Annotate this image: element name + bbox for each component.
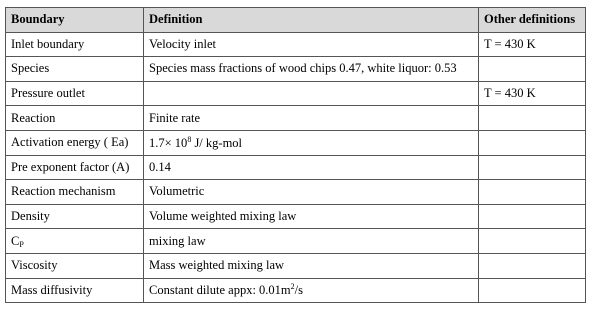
activation-energy-unit: J/ kg-mol — [191, 135, 243, 150]
table-row — [6, 204, 586, 229]
table-row — [6, 130, 586, 155]
boundary-cell: Pressure outlet — [6, 81, 144, 106]
definition-cell: mixing law — [144, 229, 479, 254]
boundary-cell: Species — [6, 57, 144, 82]
table-row — [6, 229, 586, 254]
table-row — [6, 253, 586, 278]
boundary-cell: Activation energy ( Ea) — [6, 130, 144, 155]
boundary-conditions-table — [5, 7, 586, 303]
other-cell — [479, 57, 586, 82]
boundary-cell: Viscosity — [6, 253, 144, 278]
other-cell — [479, 253, 586, 278]
other-cell — [479, 229, 586, 254]
table-row — [6, 278, 586, 303]
other-cell — [479, 278, 586, 303]
other-cell — [479, 180, 586, 205]
table-row — [6, 32, 586, 57]
table-row — [6, 180, 586, 205]
boundary-cell: Reaction mechanism — [6, 180, 144, 205]
diffusivity-value: Constant dilute appx: 0.01m — [149, 283, 291, 298]
other-cell: T = 430 K — [479, 81, 586, 106]
other-cell — [479, 155, 586, 180]
other-cell: T = 430 K — [479, 32, 586, 57]
subscript: P — [19, 239, 24, 249]
table-row — [6, 106, 586, 131]
definition-cell: Finite rate — [144, 106, 479, 131]
other-cell — [479, 106, 586, 131]
definition-cell: Species mass fractions of wood chips 0.47, white liquor: 0.53 — [144, 57, 479, 82]
definition-cell: Mass weighted mixing law — [144, 253, 479, 278]
boundary-cell: Inlet boundary — [6, 32, 144, 57]
activation-energy-value: 1.7× 10 — [149, 135, 188, 150]
definition-cell: Velocity inlet — [144, 32, 479, 57]
exponent: 8 — [187, 134, 192, 144]
other-cell — [479, 204, 586, 229]
definition-cell — [144, 81, 479, 106]
definition-cell: 0.14 — [144, 155, 479, 180]
specific-heat-symbol: C — [11, 233, 20, 248]
header-other-definitions: Other definitions — [479, 8, 586, 33]
table-row — [6, 57, 586, 82]
boundary-cell: Density — [6, 204, 144, 229]
boundary-cell — [6, 229, 144, 254]
boundary-cell: Reaction — [6, 106, 144, 131]
definition-cell: Volumetric — [144, 180, 479, 205]
other-cell — [479, 130, 586, 155]
exponent: 2 — [290, 282, 295, 292]
boundary-cell: Pre exponent factor (A) — [6, 155, 144, 180]
header-boundary: Boundary — [6, 8, 144, 33]
diffusivity-unit: /s — [294, 283, 304, 298]
table-row — [6, 155, 586, 180]
table-header-row — [6, 8, 586, 33]
boundary-cell: Mass diffusivity — [6, 278, 144, 303]
header-definition: Definition — [144, 8, 479, 33]
definition-cell — [144, 130, 479, 155]
definition-cell — [144, 278, 479, 303]
table-row — [6, 81, 586, 106]
definition-cell: Volume weighted mixing law — [144, 204, 479, 229]
